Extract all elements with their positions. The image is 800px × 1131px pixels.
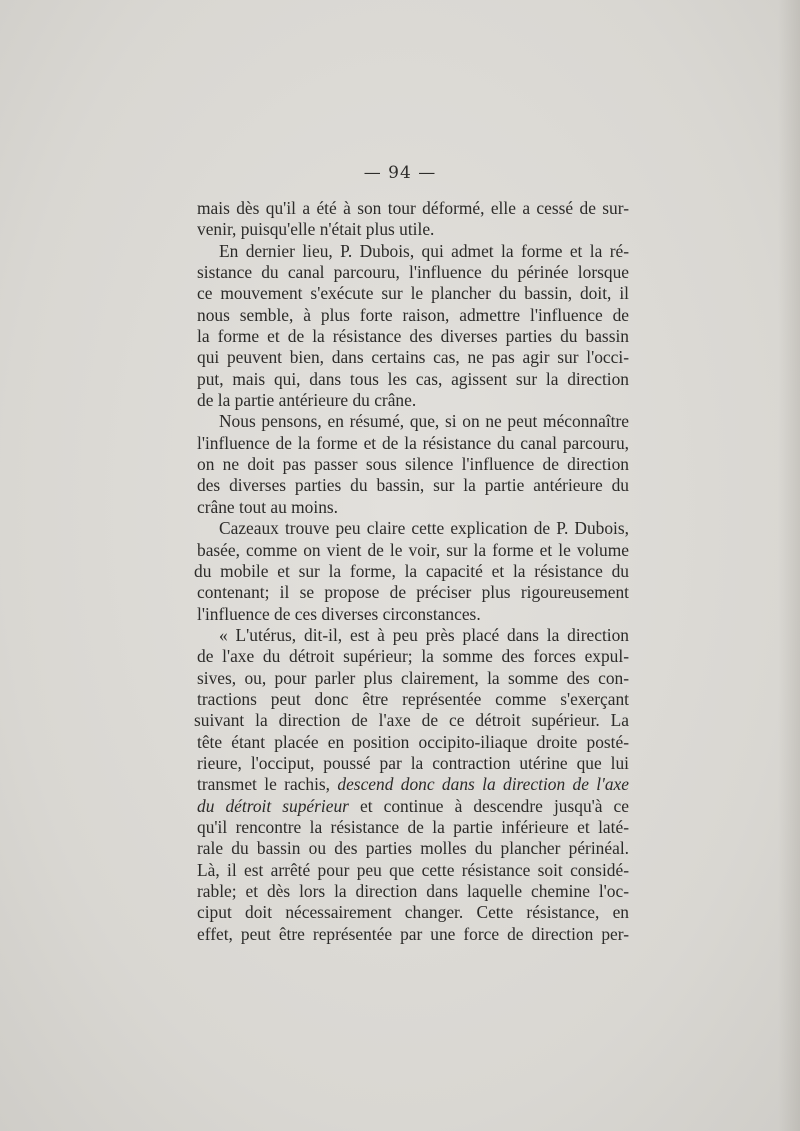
text-line: crâne tout au moins. <box>197 496 339 517</box>
text-line: sives, ou, pour parler plus clairement, la somme des con- <box>197 667 629 688</box>
text-line: ciput doit nécessairement changer. Cette résistance, en <box>197 902 629 923</box>
body-text <box>194 198 629 945</box>
text-line: effet, peut être représentée par une force de direction per- <box>197 923 629 944</box>
italic-segment: descend donc dans la direction de l'axe <box>337 774 629 795</box>
page-edge-shadow <box>778 0 800 1131</box>
text-line: des diverses parties du bassin, sur la partie antérieure du <box>197 475 629 496</box>
text-line <box>197 774 629 795</box>
text-line: tête étant placée en position occipito-iliaque droite posté- <box>197 731 629 752</box>
text-line: qu'il rencontre la résistance de la partie inférieure et laté- <box>197 816 629 837</box>
italic-segment: du détroit supérieur <box>197 795 360 816</box>
text-line: l'influence de la forme et de la résistance du canal parcouru, <box>197 432 629 453</box>
text-line: En dernier lieu, P. Dubois, qui admet la forme et la ré- <box>219 240 629 261</box>
text-segment: transmet le rachis, <box>197 774 338 795</box>
text-line: « L'utérus, dit-il, est à peu près placé dans la direction <box>219 624 629 645</box>
text-line: de l'axe du détroit supérieur; la somme des forces expul- <box>197 646 629 667</box>
text-line: tractions peut donc être représentée comme s'exerçant <box>197 688 629 709</box>
text-line <box>197 796 629 817</box>
page-number: — 94 — <box>363 163 437 183</box>
text-line: Là, il est arrêté pour peu que cette résistance soit considé- <box>197 859 629 880</box>
text-segment: et continue à descendre jusqu'à ce <box>360 795 629 816</box>
text-line: la forme et de la résistance des diverses parties du bassin <box>197 326 629 347</box>
text-line: du mobile et sur la forme, la capacité et la résistance du <box>194 560 629 581</box>
text-line: Cazeaux trouve peu claire cette explication de P. Dubois, <box>219 518 629 539</box>
text-line: sistance du canal parcouru, l'influence du périnée lorsque <box>197 262 629 283</box>
text-line: l'influence de ces diverses circonstances. <box>197 603 481 624</box>
text-line: on ne doit pas passer sous silence l'influence de direction <box>197 454 629 475</box>
text-line: rieure, l'occiput, poussé par la contraction utérine que lui <box>197 752 629 773</box>
text-line: mais dès qu'il a été à son tour déformé, elle a cessé de sur- <box>197 198 629 218</box>
text-line: contenant; il se propose de préciser plus rigoureusement <box>197 582 629 603</box>
text-line: de la partie antérieure du crâne. <box>197 390 417 411</box>
text-line: put, mais qui, dans tous les cas, agissent sur la direction <box>197 368 629 389</box>
text-line: rale du bassin ou des parties molles du plancher périnéal. <box>197 838 629 859</box>
text-line: rable; et dès lors la direction dans laquelle chemine l'oc- <box>197 881 629 901</box>
text-line: suivant la direction de l'axe de ce détroit supérieur. La <box>194 710 629 731</box>
text-line: Nous pensons, en résumé, que, si on ne peut méconnaître <box>219 411 629 432</box>
text-line: qui peuvent bien, dans certains cas, ne pas agir sur l'occi- <box>197 347 629 368</box>
text-line: nous semble, à plus forte raison, admettre l'influence de <box>197 304 629 325</box>
text-line: venir, puisqu'elle n'était plus utile. <box>197 219 435 240</box>
text-line: ce mouvement s'exécute sur le plancher du bassin, doit, il <box>197 283 629 304</box>
text-line: basée, comme on vient de le voir, sur la forme et le volume <box>197 539 629 560</box>
